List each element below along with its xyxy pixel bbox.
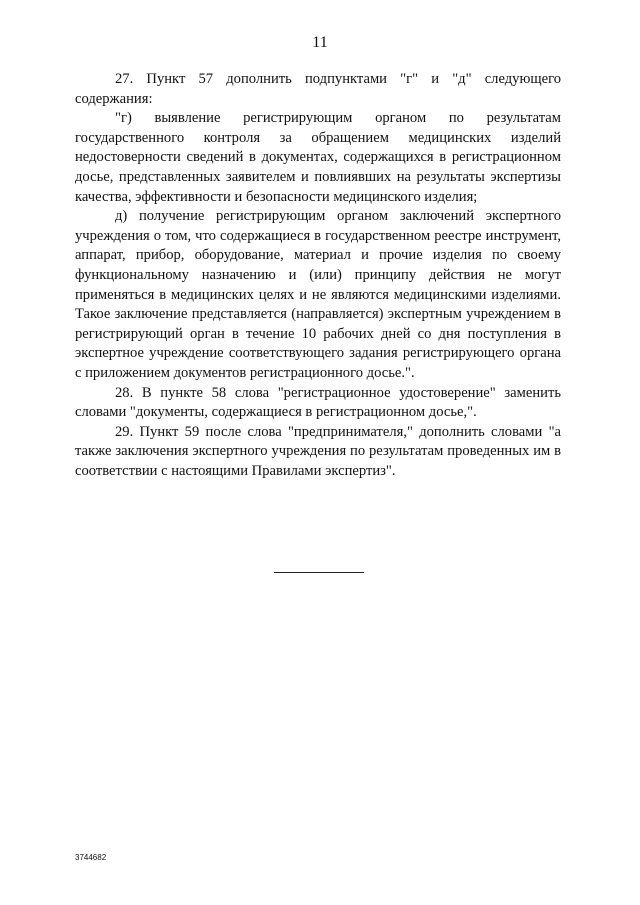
document-body (75, 70, 561, 481)
paragraph-28: 28. В пункте 58 слова "регистрационное удостоверение" заменить словами "документы, содержащиеся в регистрационном досье,". (75, 384, 561, 421)
end-separator-line (274, 572, 364, 573)
subparagraph-d: д) получение регистрирующим органом заключений экспертного учреждения о том, что содержащиеся в государственном реестре инструмент, аппарат, прибор, оборудование, материал и прочие изделия по своему функциональному назначению и (или) принципу действия не могут применяться в медицинских целях и не являются медицинскими изделиями. Такое заключение представляется (направляется) экспертным учреждением в регистрирующий орган в течение 10 рабочих дней со дня поступления в экспертное учреждение соответствующего задания регистрирующего органа с приложением документов регистрационного досье.". (75, 208, 561, 381)
page-number: 11 (312, 34, 328, 51)
paragraph-27: 27. Пункт 57 дополнить подпунктами "г" и "д" следующего содержания: (75, 71, 561, 107)
subparagraph-g: "г) выявление регистрирующим органом по результатам государственного контроля за обращением медицинских изделий недостоверности сведений в документах, содержащихся в регистрационном досье, представленных заявителем и повлиявших на результаты экспертизы качества, эффективности и безопасности медицинского изделия; (75, 110, 561, 205)
document-code: 3744682 (75, 853, 107, 862)
paragraph-29: 29. Пункт 59 после слова "предпринимателя," дополнить словами "а также заключения экспертного учреждения по результатам проведенных им в соответствии с настоящими Правилами экспертиз". (75, 423, 561, 479)
